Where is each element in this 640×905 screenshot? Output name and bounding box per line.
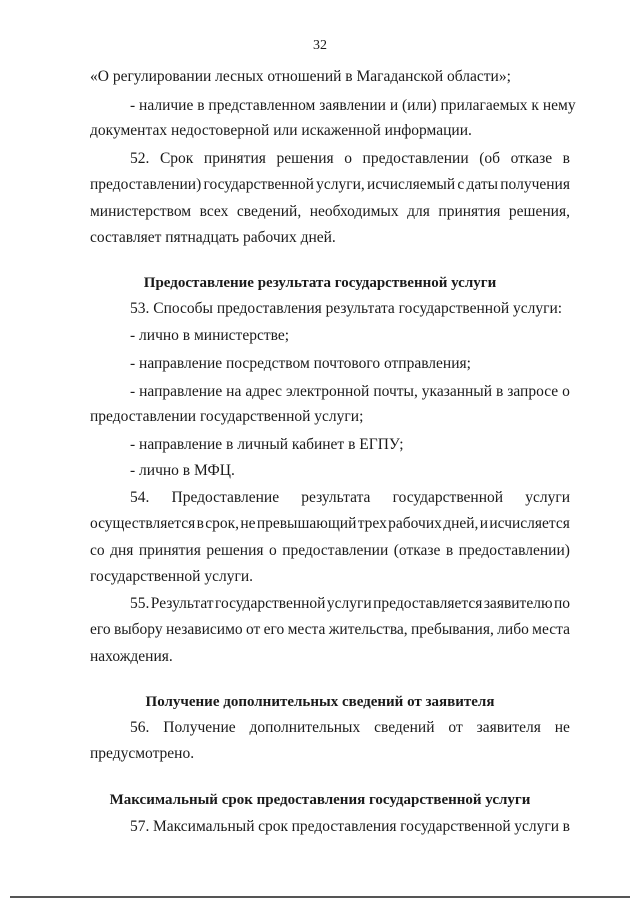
text-line: - направление посредством почтового отправления; [130, 355, 471, 372]
page-bottom-rule [10, 896, 630, 898]
text-line: 56. Получение дополнительных сведений от заявителя не [130, 719, 570, 736]
text-line: «О регулировании лесных отношений в Магаданской области»; [90, 68, 511, 85]
text-line: государственной услуги. [90, 568, 253, 585]
section-heading: Максимальный срок предоставления государственной услуги [109, 792, 531, 808]
text-line: - направление в личный кабинет в ЕГПУ; [130, 436, 404, 453]
text-line: предоставлении) государственной услуги, исчисляемый с даты получения [90, 176, 570, 193]
section-heading: Предоставление результата государственной услуги [143, 275, 497, 291]
text-line: 55. Результат государственной услуги предоставляется заявителю по [130, 595, 570, 612]
section-heading: Получение дополнительных сведений от заявителя [145, 694, 495, 710]
text-line: министерством всех сведений, необходимых для принятия решения, [90, 203, 570, 220]
text-line: - наличие в представленном заявлении и (или) прилагаемых к нему [130, 97, 576, 114]
text-line: его выбору независимо от его места жительства, пребывания, либо места [90, 621, 570, 638]
text-line: осуществляется в срок, не превышающий трех рабочих дней, и исчисляется [90, 515, 570, 532]
text-line: документах недостоверной или искаженной информации. [90, 122, 472, 139]
text-line: 52. Срок принятия решения о предоставлении (об отказе в [130, 150, 570, 167]
text-line: 54. Предоставление результата государственной услуги [130, 489, 570, 506]
page-number: 32 [313, 38, 327, 53]
text-line: предусмотрено. [90, 745, 195, 762]
text-line: - лично в министерстве; [130, 327, 290, 344]
text-line: составляет пятнадцать рабочих дней. [90, 229, 336, 246]
text-line: нахождения. [90, 648, 173, 665]
text-line: 57. Максимальный срок предоставления государственной услуги в [130, 818, 570, 835]
text-line: - лично в МФЦ. [130, 462, 235, 479]
text-line: - направление на адрес электронной почты, указанный в запросе о [130, 383, 570, 400]
text-line: 53. Способы предоставления результата государственной услуги: [130, 300, 563, 317]
text-line: со дня принятия решения о предоставлении (отказе в предоставлении) [90, 542, 570, 559]
text-line: предоставлении государственной услуги; [90, 408, 364, 425]
